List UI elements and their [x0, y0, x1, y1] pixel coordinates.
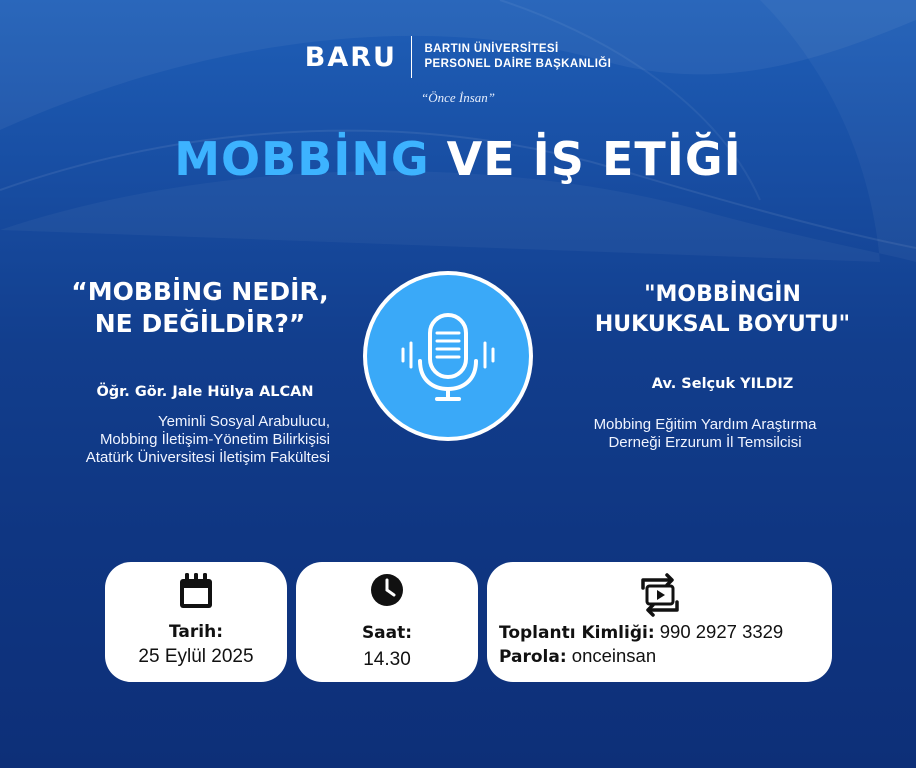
left-speaker-desc: [20, 413, 330, 467]
meeting-card: [487, 562, 832, 682]
logo-divider: [411, 36, 413, 78]
right-talk-title: [555, 280, 890, 340]
left-talk-title-line-2: NE DEĞİLDİR?”: [94, 309, 306, 338]
meeting-password-line: [499, 645, 656, 667]
meeting-id-label: Toplantı Kimliği:: [499, 623, 655, 643]
meeting-password-label: Parola:: [499, 647, 567, 667]
right-desc-line-2: Derneği Erzurum İl Temsilcisi: [608, 434, 802, 451]
left-desc-line-2: Mobbing İletişim-Yönetim Bilirkişisi: [99, 431, 330, 448]
clock-icon: [369, 572, 405, 608]
left-talk-title: [30, 276, 370, 340]
left-speaker-name: Öğr. Gör. Jale Hülya ALCAN: [96, 384, 314, 400]
left-talk-title-line-1: “MOBBİNG NEDİR,: [71, 277, 329, 306]
org-name: [424, 42, 611, 72]
right-speaker-name: Av. Selçuk YILDIZ: [651, 376, 794, 392]
meeting-id-value: 990 2927 3329: [654, 621, 784, 642]
video-refresh-icon: [637, 572, 683, 618]
motto: “Önce İnsan”: [420, 90, 496, 105]
date-card: [105, 562, 287, 682]
right-speaker-desc: [550, 416, 860, 452]
meeting-id-line: [499, 621, 783, 643]
left-desc-line-1: Yeminli Sosyal Arabulucu,: [157, 413, 330, 430]
time-value: 14.30: [363, 649, 411, 670]
right-talk-title-line-1: "MOBBİNGİN: [644, 282, 801, 307]
right-desc-line-1: Mobbing Eğitim Yardım Araştırma: [593, 416, 817, 433]
org-line-1: BARTIN ÜNİVERSİTESİ: [424, 43, 559, 55]
title-rest: VE İŞ ETİĞİ: [429, 132, 742, 186]
header: [0, 36, 916, 78]
baru-logo: BARU: [304, 41, 397, 73]
microphone-badge: [367, 275, 529, 437]
date-label: Tarih:: [169, 622, 223, 642]
time-card: [296, 562, 478, 682]
org-line-2: PERSONEL DAİRE BAŞKANLIĞI: [424, 58, 612, 70]
title-accent: MOBBİNG: [174, 132, 430, 186]
left-desc-line-3: Atatürk Üniversitesi İletişim Fakültesi: [85, 449, 330, 466]
page-title: [0, 132, 916, 186]
time-label: Saat:: [361, 623, 413, 643]
microphone-icon: [367, 275, 529, 437]
right-talk-title-line-2: HUKUKSAL BOYUTU": [594, 312, 851, 337]
date-value: 25 Eylül 2025: [138, 646, 254, 667]
calendar-icon: [178, 572, 214, 610]
meeting-password-value: onceinsan: [566, 645, 657, 666]
